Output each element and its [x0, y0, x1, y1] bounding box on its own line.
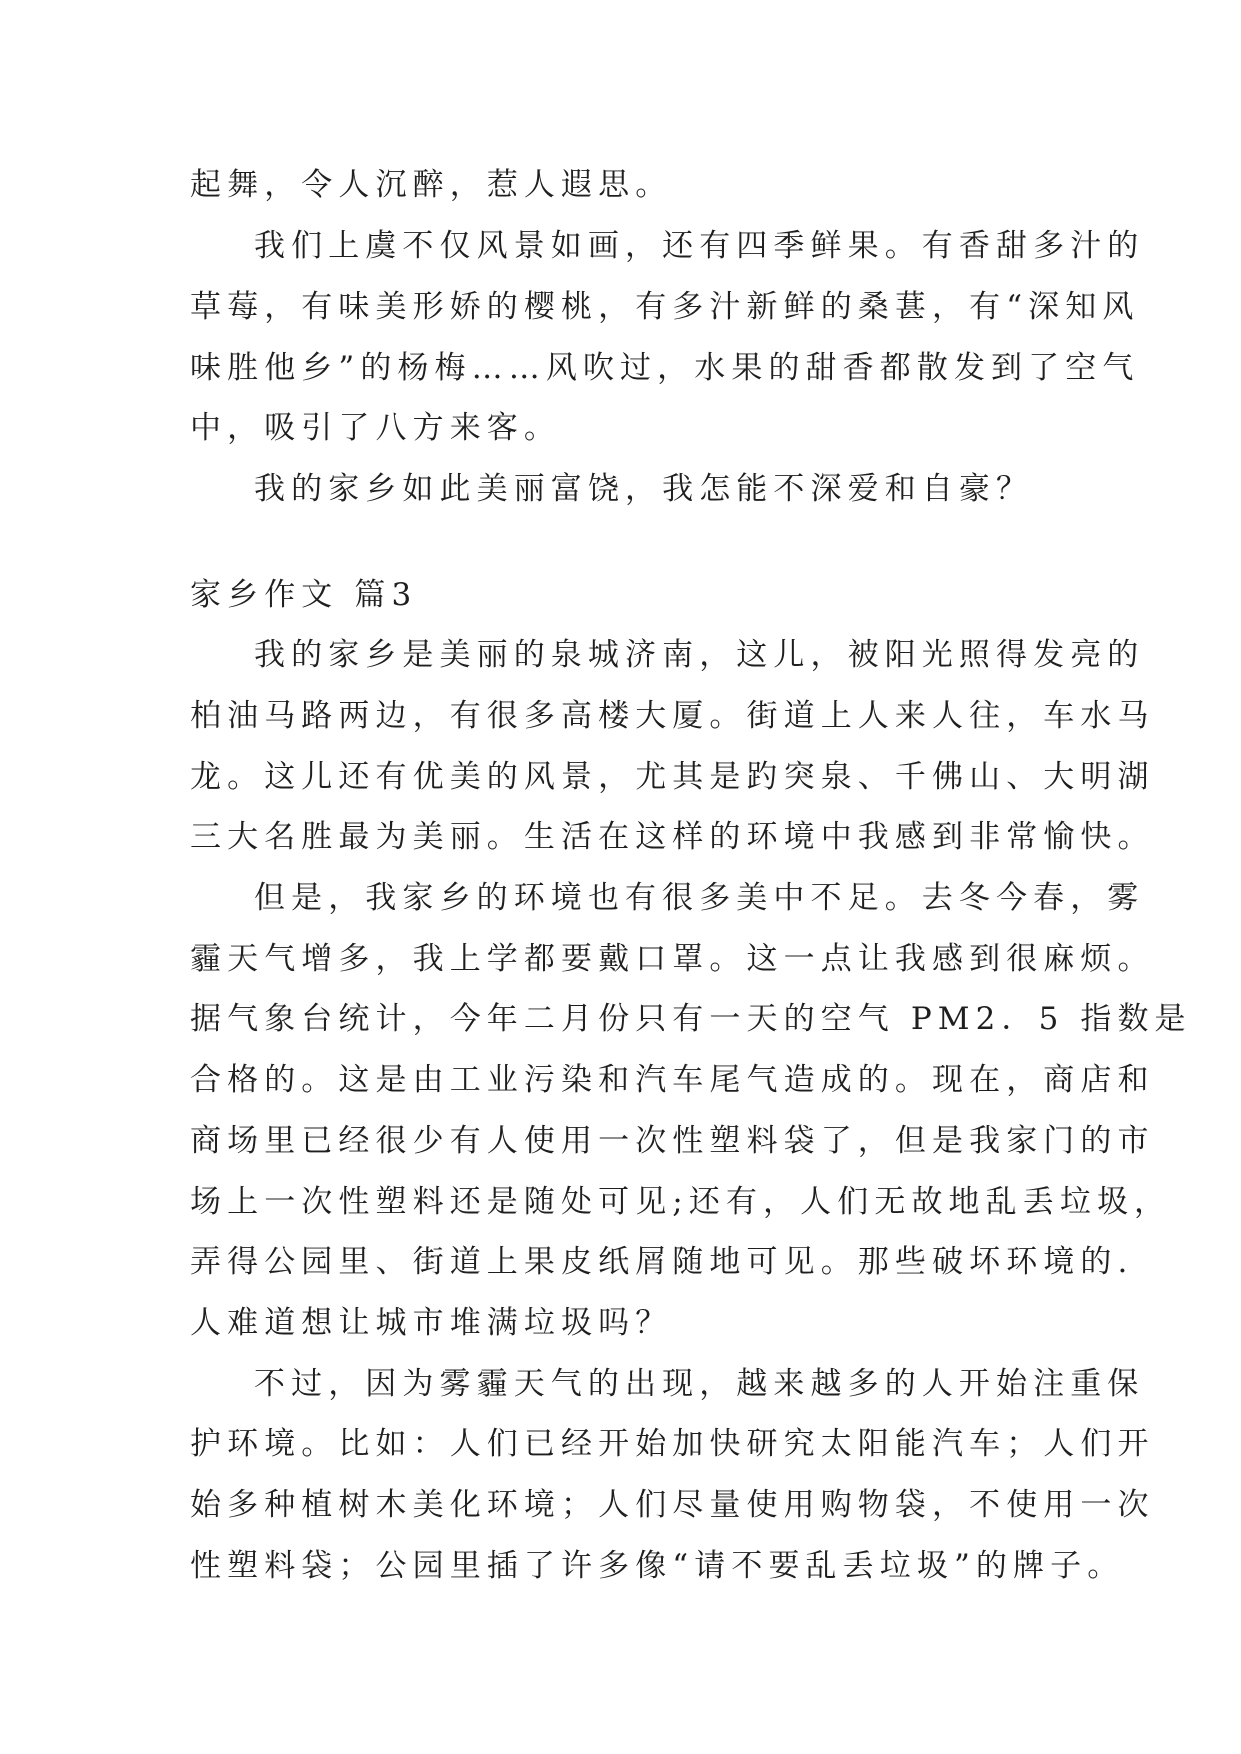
paragraph-line: 我们上虞不仅风景如画，还有四季鲜果。有香甜多汁的: [254, 228, 1145, 264]
paragraph-line: 中，吸引了八方来客。: [190, 410, 561, 446]
paragraph-line: 场上一次性塑料还是随处可见;还有，人们无故地乱丢垃圾，: [190, 1184, 1172, 1220]
paragraph-line: 性塑料袋；公园里插了许多像“请不要乱丢垃圾”的牌子。: [190, 1548, 1125, 1584]
paragraph-line: 我的家乡是美丽的泉城济南，这儿，被阳光照得发亮的: [254, 637, 1145, 673]
paragraph-line: 味胜他乡”的杨梅……风吹过，水果的甜香都散发到了空气: [190, 350, 1140, 386]
paragraph-line: 草莓，有味美形娇的樱桃，有多汁新鲜的桑葚，有“深知风: [190, 289, 1140, 325]
paragraph-line: 人难道想让城市堆满垃圾吗？: [190, 1305, 673, 1341]
paragraph-line: 霾天气增多，我上学都要戴口罩。这一点让我感到很麻烦。: [190, 941, 1155, 977]
paragraph-line: 龙。这儿还有优美的风景，尤其是趵突泉、千佛山、大明湖: [190, 759, 1155, 795]
paragraph-line: 弄得公园里、街道上果皮纸屑随地可见。那些破坏环境的.: [190, 1244, 1134, 1280]
paragraph-line: 不过，因为雾霾天气的出现，越来越多的人开始注重保: [254, 1366, 1145, 1402]
paragraph-line: 护环境。比如：人们已经开始加快研究太阳能汽车；人们开: [190, 1426, 1155, 1462]
paragraph-line: 起舞，令人沉醉，惹人遐思。: [190, 167, 673, 203]
section-heading: 家乡作文 篇3: [190, 577, 418, 613]
paragraph-line: 商场里已经很少有人使用一次性塑料袋了，但是我家门的市: [190, 1123, 1155, 1159]
paragraph-line: 我的家乡如此美丽富饶，我怎能不深爱和自豪？: [254, 471, 1034, 507]
paragraph-line: 据气象台统计，今年二月份只有一天的空气 PM2．5 指数是: [190, 1001, 1192, 1037]
paragraph-line: 始多种植树木美化环境；人们尽量使用购物袋，不使用一次: [190, 1487, 1155, 1523]
paragraph-line: 三大名胜最为美丽。生活在这样的环境中我感到非常愉快。: [190, 819, 1155, 855]
paragraph-line: 合格的。这是由工业污染和汽车尾气造成的。现在，商店和: [190, 1062, 1155, 1098]
paragraph-line: 但是，我家乡的环境也有很多美中不足。去冬今春，雾: [254, 880, 1145, 916]
paragraph-line: 柏油马路两边，有很多高楼大厦。街道上人来人往，车水马: [190, 698, 1155, 734]
